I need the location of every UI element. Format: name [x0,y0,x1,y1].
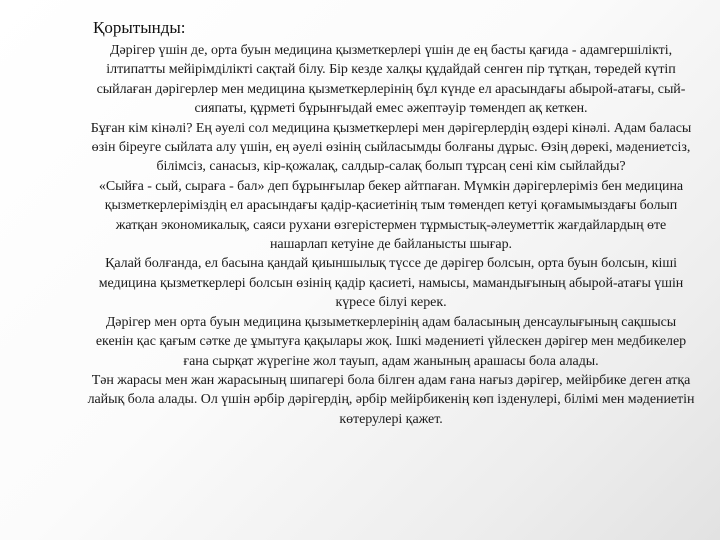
paragraph-2: Бұған кім кінәлі? Ең әуелі сол медицина қызметкерлері мен дәрігерлердің өздері кінәлі. Адам баласы өзін біреуге сыйлата алу үшін, ең әуелі өзінің сыйласымды болғаны дұрыс. Өзің дөрекі, мәдениетсіз, білімсіз, санасыз, кір-қожалақ, салдыр-салақ болып тұрсаң сені кім сыйлайды? [90,120,692,175]
paragraph-4: Қалай болғанда, ел басына қандай қиыншылық түссе де дәрігер болсын, орта буын болсын, кіші медицина қызметкерлері болсын өзінің қадір қасиеті, намысы, мамандығының абырой-атағы үшін күресе білуі керек. [98,256,684,311]
paragraph-6: Тән жарасы мен жан жарасының шипагері бола білген адам ғана нағыз дәрігер, мейірбике деген атқа лайық бола алады. Ол үшін әрбір дәрігердің, әрбір мейірбикенің көп ізденулері, білімі мен мәдениетін көтерулері қажет. [87,372,695,427]
paragraph-5: Дәрігер мен орта буын медицина қызыметкерлерінің адам баласының денсаулығының сақшысы екенін қас қағым сәтке де ұмытуға қақылары жоқ. Ішкі мәдениеті үйлескен дәрігер мен медбикелер ғана сырқат жүрегіне жол тауып, адам жанының арашасы бола алады. [95,314,687,369]
paragraph-1: Дәрігер үшін де, орта буын медицина қызметкерлері үшін де ең басты қағида - адамгершілікті, ілтипатты мейірімділікті сақтай білу. Бір кезде халқы құдайдай сенген пір тұтқан, төредей күтіп сыйлаған дәрігерлер мен медицина қызметкерлерінің бұл күнде ел арасындағы абырой-атағы, сый-сияпаты, құрметі бұрынғыдай емес әжептәуір төмендеп ақ кеткен. [96,43,686,117]
slide-title: Қорытынды: [93,18,186,37]
slide-body-text [86,41,696,429]
paragraph-3: «Сыйға - сый, сыраға - бал» деп бұрынғылар бекер айтпаған. Мүмкін дәрігерлеріміз бен медицина қызметкерлеріміздің ел арасындағы қадір-қасиетінің тым төмендеп кетуі қоғамымыздағы болып жатқан экономикалық, саяси рухани өзгерістермен тұрмыстық-әлеуметтік жағдайлардың өте нашарлап кетуіне де байланысты шығар. [98,178,684,253]
